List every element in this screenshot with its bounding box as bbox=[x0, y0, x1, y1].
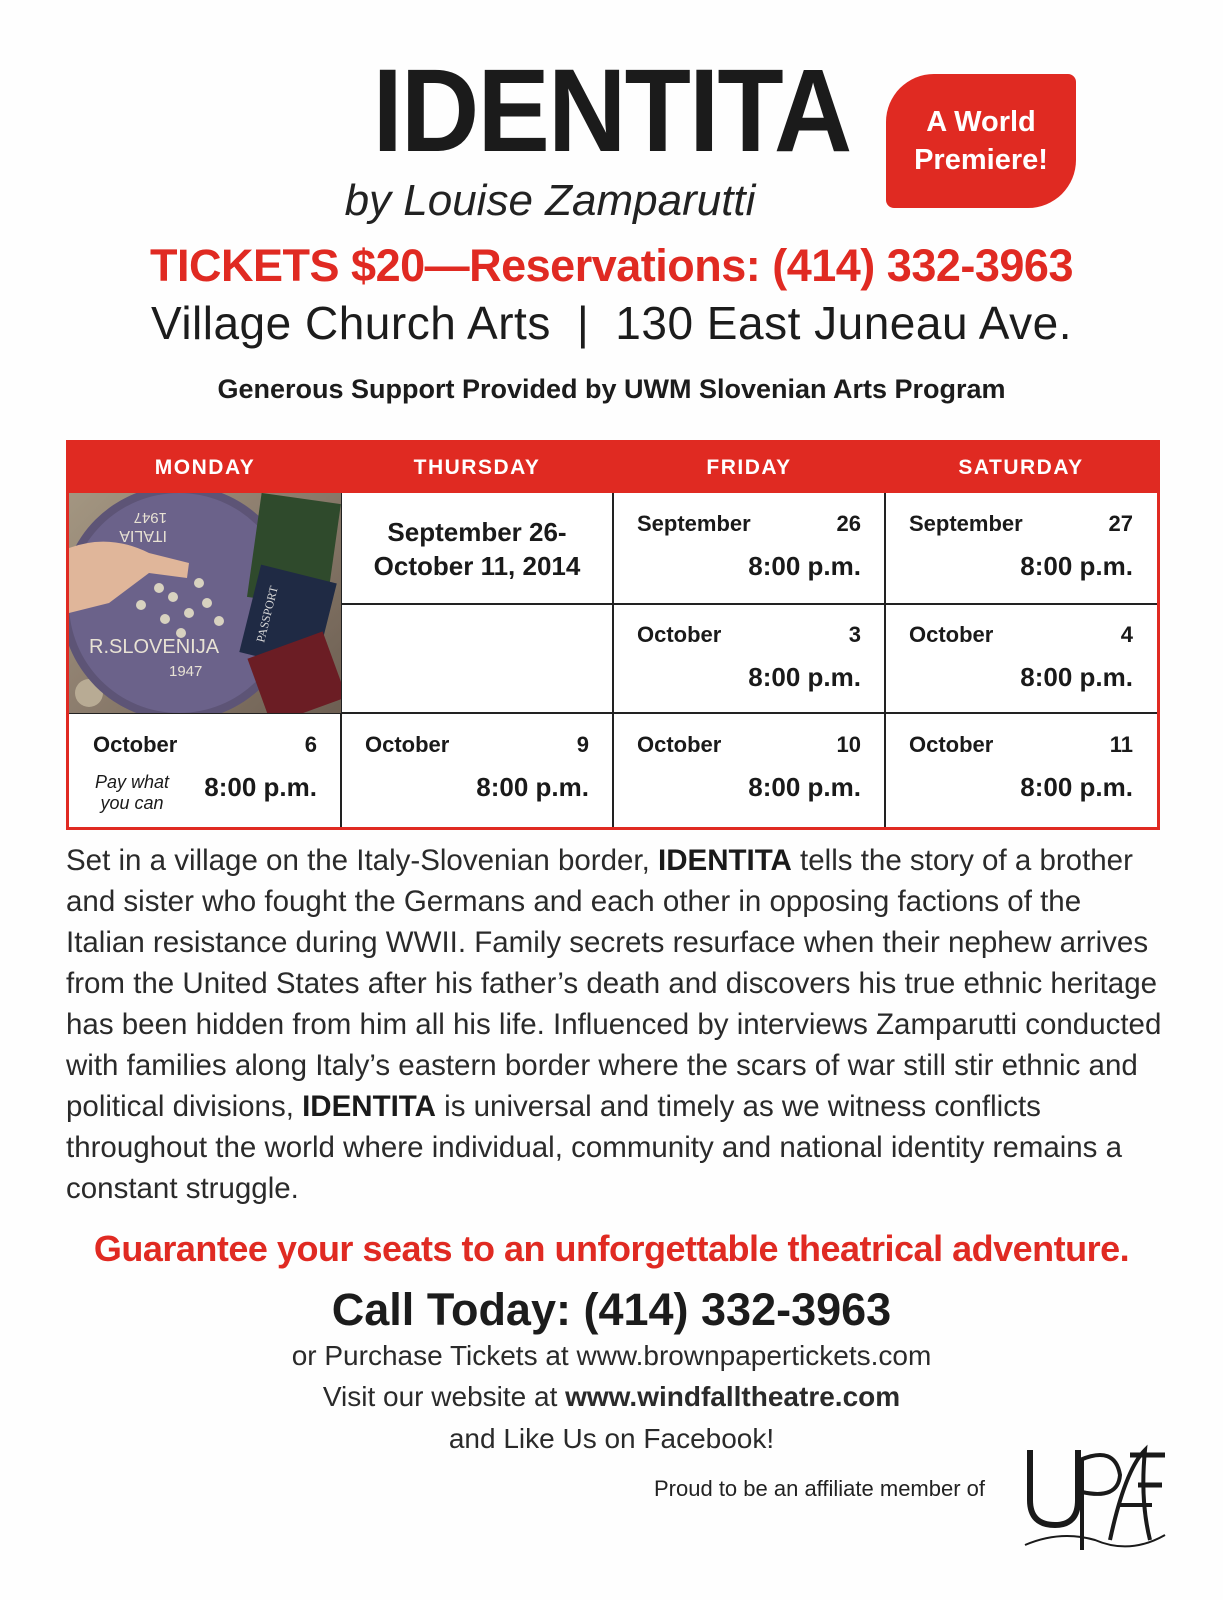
venue-separator: | bbox=[576, 297, 590, 349]
performance-cell-fri-oct-10 bbox=[613, 714, 885, 827]
range-line-2: October 11, 2014 bbox=[373, 551, 581, 581]
cell-day: 10 bbox=[836, 732, 861, 757]
upaf-logo bbox=[1020, 1430, 1170, 1560]
visit-prefix: Visit our website at bbox=[322, 1381, 566, 1412]
cell-month: October bbox=[637, 732, 722, 757]
venue-line bbox=[0, 296, 1223, 350]
cell-time: 8:00 p.m. bbox=[476, 772, 589, 802]
cell-day: 26 bbox=[836, 511, 861, 536]
badge-line-2: Premiere! bbox=[914, 144, 1048, 176]
cell-day: 9 bbox=[576, 732, 589, 757]
range-line-1: September 26- bbox=[387, 517, 567, 547]
cell-time: 8:00 p.m. bbox=[1020, 662, 1133, 692]
note-line-2: you can bbox=[100, 793, 164, 813]
cell-day: 27 bbox=[1108, 511, 1133, 536]
call-today-line: Call Today: (414) 332-3963 bbox=[331, 1284, 892, 1335]
website-link[interactable]: www.windfalltheatre.com bbox=[565, 1381, 901, 1412]
cell-day: 11 bbox=[1109, 732, 1133, 757]
affiliate-text: Proud to be an affiliate member of bbox=[654, 1476, 986, 1501]
photo-text-italia: ITALIA bbox=[119, 527, 167, 544]
facebook-line: and Like Us on Facebook! bbox=[448, 1423, 775, 1454]
passport-photo-illustration bbox=[69, 493, 341, 713]
season-date-range bbox=[341, 493, 613, 603]
photo-text-year: 1947 bbox=[169, 663, 203, 680]
purchase-line: or Purchase Tickets at www.brownpapertickets.com bbox=[291, 1340, 932, 1371]
passport-photo bbox=[69, 493, 341, 713]
schedule-table bbox=[66, 440, 1160, 830]
cell-time: 8:00 p.m. bbox=[1020, 551, 1133, 581]
upaf-logo-mark bbox=[1020, 1430, 1170, 1560]
photo-text-italia-year: 1947 bbox=[133, 509, 167, 526]
visit-website-line bbox=[0, 1381, 1223, 1413]
tickets-line: TICKETS $20—Reservations: (414) 332-3963 bbox=[150, 240, 1073, 291]
cell-day: 4 bbox=[1120, 622, 1133, 647]
performance-cell-sat-sep-27 bbox=[885, 493, 1157, 603]
cell-time: 8:00 p.m. bbox=[748, 662, 861, 692]
cell-month: October bbox=[637, 622, 722, 647]
cell-day: 6 bbox=[304, 732, 317, 757]
description-text-2: tells the story of a brother and sister who fought the Germans and each other in opposing factions of the Italian resistance during WWII. Family secrets resurface when their nephew arrives from the United States after his father’s death and discovers his true ethnic heritage has been hidden from him all his life. Influenced by interviews Zamparutti conducted with families along Italy’s eastern border where the scars of war still stir ethnic and political divisions, bbox=[66, 844, 1162, 1123]
cell-month: October bbox=[93, 732, 178, 757]
performance-cell-mon-oct-6 bbox=[69, 714, 341, 827]
cell-month: October bbox=[909, 622, 994, 647]
description-text-1: Set in a village on the Italy-Slovenian border, bbox=[66, 844, 659, 877]
world-premiere-badge bbox=[886, 74, 1076, 208]
header-saturday: SATURDAY bbox=[958, 456, 1084, 479]
play-description bbox=[66, 840, 1166, 1209]
performance-cell-fri-oct-3 bbox=[613, 604, 885, 712]
photo-text-passport: PASSPORT bbox=[253, 584, 281, 644]
cell-month: September bbox=[909, 511, 1023, 536]
header-friday: FRIDAY bbox=[706, 456, 792, 479]
cell-day: 3 bbox=[848, 622, 861, 647]
guarantee-line: Guarantee your seats to an unforgettable theatrical adventure. bbox=[93, 1228, 1130, 1269]
badge-line-1: A World bbox=[926, 106, 1036, 138]
venue-address: 130 East Juneau Ave. bbox=[615, 297, 1073, 349]
cell-month: October bbox=[365, 732, 450, 757]
performance-cell-sat-oct-11 bbox=[885, 714, 1157, 827]
poster-title: IDENTITA bbox=[372, 45, 851, 177]
header-thursday: THURSDAY bbox=[413, 456, 541, 479]
support-line: Generous Support Provided by UWM Slovenian Arts Program bbox=[217, 374, 1006, 404]
cell-time: 8:00 p.m. bbox=[1020, 772, 1133, 802]
performance-cell-sat-oct-4 bbox=[885, 604, 1157, 712]
photo-text-slovenija: R.SLOVENIJA bbox=[89, 636, 220, 658]
description-text-3: is universal and timely as we witness conflicts throughout the world where individual, community and national identity remains a constant struggle. bbox=[66, 1090, 1123, 1205]
header-monday: MONDAY bbox=[154, 456, 256, 479]
cell-month: September bbox=[637, 511, 751, 536]
schedule-header-row bbox=[69, 443, 1157, 493]
note-line-1: Pay what bbox=[95, 772, 170, 792]
author-line: by Louise Zamparutti bbox=[344, 176, 756, 225]
performance-cell-fri-sep-26 bbox=[613, 493, 885, 603]
cell-time: 8:00 p.m. bbox=[748, 551, 861, 581]
description-bold-title-2: IDENTITA bbox=[302, 1090, 436, 1123]
cell-time: 8:00 p.m. bbox=[748, 772, 861, 802]
venue-name: Village Church Arts bbox=[150, 297, 551, 349]
pay-what-you-can-note bbox=[95, 772, 169, 814]
cell-month: October bbox=[909, 732, 994, 757]
description-bold-title-1: IDENTITA bbox=[658, 844, 792, 877]
performance-cell-thu-oct-9 bbox=[341, 714, 613, 827]
cell-time: 8:00 p.m. bbox=[204, 772, 317, 802]
